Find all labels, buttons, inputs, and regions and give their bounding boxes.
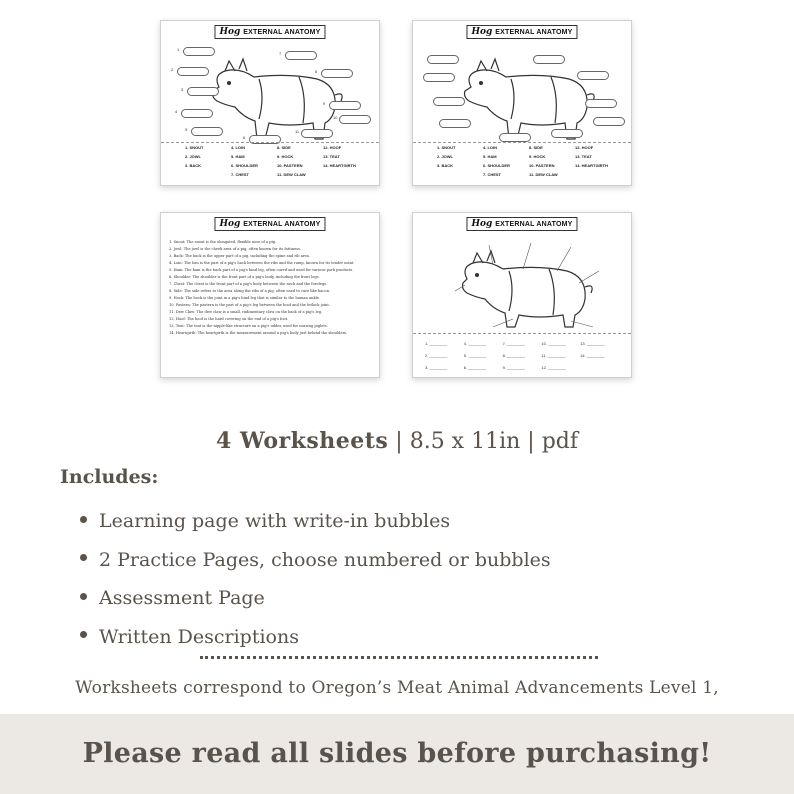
- worksheet-title: Hog EXTERNAL ANATOMY: [466, 25, 577, 39]
- list-item: 14. Heartgirth: The heartgirth is the measurement around a pig's body just behind the shoulders.: [169, 331, 348, 335]
- bullet-icon: [80, 593, 87, 600]
- dotted-divider: [200, 656, 598, 659]
- worksheet-title: Hog EXTERNAL ANATOMY: [214, 217, 325, 231]
- list-item: 13. Teat: The teat is the nipple-like structure on a pig's udder, used for nursing piglets.: [169, 324, 328, 328]
- list-item: 2 Practice Pages, choose numbered or bubbles: [80, 541, 551, 580]
- page-size: 8.5 x 11in: [409, 429, 521, 454]
- list-item: 11. Dew Claw: The dew claw is a small, rudimentary claw on the back of a pig's leg.: [169, 310, 323, 314]
- correspondence-note: Worksheets correspond to Oregon’s Meat Animal Advancements Level 1,: [75, 678, 719, 698]
- worksheet-title: Hog EXTERNAL ANATOMY: [214, 25, 325, 39]
- hog-illustration: [453, 239, 603, 329]
- list-item: 12. Hoof: The hoof is the hard covering on the end of a pig's foot.: [169, 317, 289, 321]
- worksheet-descriptions-page: [160, 212, 380, 378]
- worksheet-learning-page: Hog EXTERNAL ANATOMY 1 2 3 4 5 6 7 8 9 10 11 1. SNOUT 4. LOIN 8. SIDE 12. HOOF 2. JOWL 5. HAM 9. HOCK 13. TEAT 3. BACK 6. SHOULDER 10. PASTERN 14. HEARTGIRTH 7. CHEST 11. DEW CLAW: [160, 20, 380, 186]
- bullet-icon: [80, 631, 87, 638]
- bullet-icon: [80, 554, 87, 561]
- list-item: 9. Hock: The hock is the joint in a pig's hind leg that is similar to the human ankle.: [169, 296, 321, 300]
- worksheet-assessment-page: [412, 212, 632, 378]
- list-item: 3. Back: The back is the upper part of a pig, including the spine and rib area.: [169, 254, 310, 258]
- headline: 4 Worksheets | 8.5 x 11in | pdf: [215, 428, 579, 454]
- list-item: 1. Snout: The snout is the elongated, flexible nose of a pig.: [169, 240, 277, 244]
- notice-banner-text: Please read all slides before purchasing!: [82, 738, 712, 769]
- worksheet-practice-page: [412, 20, 632, 186]
- list-item: Assessment Page: [80, 579, 551, 618]
- bullet-icon: [80, 516, 87, 523]
- list-item: Learning page with write-in bubbles: [80, 502, 551, 541]
- list-item: 5. Ham: The ham is the back part of a pig's hind leg, often cured and used for various pork products.: [169, 268, 354, 272]
- list-item: 2. Jowl: The jowl is the cheek area of a pig, often known for its fattiness.: [169, 247, 302, 251]
- list-item: 8. Side: The side refers to the area along the ribs of a pig, often used to cure like bacon.: [169, 289, 331, 293]
- list-item: 6. Shoulder: The shoulder is the front part of a pig's body, including the front legs.: [169, 275, 320, 279]
- answer-blanks: 1. ________ 4. ________ 7. ________ 10. ________ 13. ________ 2. ________ 5. ________ 8. ________ 11. ________ 14. ________ 3. ________ 6. ________ 9. ________ 12. ________: [425, 341, 605, 370]
- includes-list: [80, 502, 551, 656]
- file-format: pdf: [541, 429, 579, 454]
- list-item: 10. Pastern: The pastern is the part of a pig's leg between the hoof and the fetlock joint.: [169, 303, 330, 307]
- list-item: Written Descriptions: [80, 618, 551, 657]
- list-item: 4. Loin: The loin is the part of a pig's back between the ribs and the rump, known for its tender meat.: [169, 261, 355, 265]
- part-list: 1. SNOUT 4. LOIN 8. SIDE 12. HOOF 2. JOWL 5. HAM 9. HOCK 13. TEAT 3. BACK 6. SHOULDER 10. PASTERN 14. HEARTGIRTH 7. CHEST 11. DEW CLAW: [437, 145, 608, 177]
- worksheet-title: Hog EXTERNAL ANATOMY: [466, 217, 577, 231]
- includes-label: Includes:: [60, 466, 159, 488]
- description-list: [169, 239, 373, 337]
- worksheet-count: 4 Worksheets: [215, 428, 389, 454]
- part-list: 1. SNOUT 4. LOIN 8. SIDE 12. HOOF 2. JOWL 5. HAM 9. HOCK 13. TEAT 3. BACK 6. SHOULDER 10. PASTERN 14. HEARTGIRTH 7. CHEST 11. DEW CLAW: [185, 145, 356, 177]
- list-item: 7. Chest: The chest is the front part of a pig's body between the neck and the forelegs.: [169, 282, 328, 286]
